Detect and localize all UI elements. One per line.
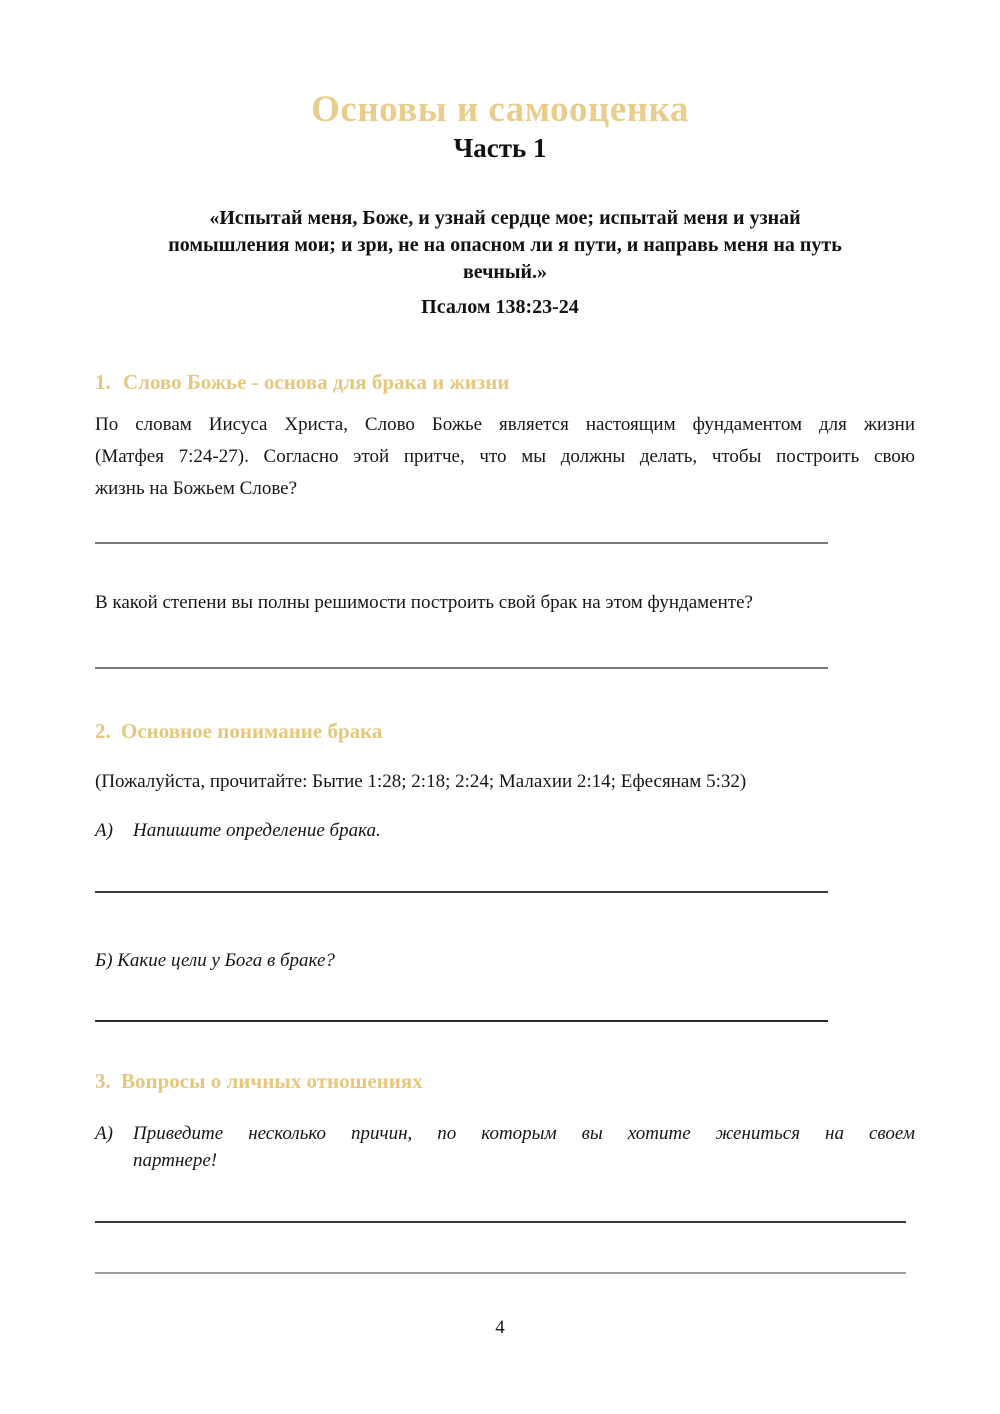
answer-line <box>95 667 828 669</box>
section-3-item-a <box>95 1120 915 1174</box>
answer-line <box>95 1221 906 1223</box>
paragraph-line: жизнь на Божьем Слове? <box>95 478 298 499</box>
section-1-heading <box>95 370 509 395</box>
item-text <box>133 1120 915 1174</box>
scripture-quote <box>95 205 915 286</box>
scripture-reference: Псалом 138:23-24 <box>421 296 579 318</box>
page-subtitle: Часть 1 <box>453 133 547 163</box>
item-label: А) <box>95 820 113 841</box>
section-2-item-a <box>95 818 381 844</box>
paragraph-line: По словам Иисуса Христа, Слово Божье является настоящим фундаментом для жизни <box>95 414 915 435</box>
page-number: 4 <box>495 1317 505 1338</box>
answer-line <box>95 542 828 544</box>
item-text-line: Приведите несколько причин, по которым вы хотите жениться на своем <box>133 1123 915 1144</box>
item-label: А) <box>95 1123 113 1144</box>
section-2-number: 2. <box>95 719 111 743</box>
section-2-item-b: Б) Какие цели у Бога в браке? <box>95 950 335 971</box>
item-text: Напишите определение брака. <box>133 820 381 841</box>
section-1-paragraph <box>95 409 915 505</box>
page-title: Основы и самооценка <box>311 89 689 130</box>
answer-line <box>95 1272 906 1274</box>
scripture-quote-line: «Испытай меня, Боже, и узнай сердце мое; испытай меня и узнай <box>209 207 801 229</box>
scripture-quote-line: помышления мои; и зри, не на опасном ли я пути, и направь меня на путь <box>168 234 842 256</box>
section-1-title: Слово Божье - основа для брака и жизни <box>123 370 510 394</box>
answer-line <box>95 891 828 893</box>
answer-line <box>95 1020 828 1022</box>
section-1-number: 1. <box>95 370 111 394</box>
section-3-heading <box>95 1069 423 1094</box>
scripture-quote-line: вечный.» <box>462 261 548 283</box>
paragraph-line: (Матфея 7:24-27). Согласно этой притче, что мы должны делать, чтобы построить свою <box>95 446 915 467</box>
section-3-title: Вопросы о личных отношениях <box>121 1069 423 1093</box>
section-2-heading <box>95 719 382 744</box>
item-text-line: партнере! <box>133 1150 218 1171</box>
section-1-question: В какой степени вы полны решимости построить свой брак на этом фундаменте? <box>95 592 753 613</box>
section-2-title: Основное понимание брака <box>121 719 383 743</box>
section-2-instruction: (Пожалуйста, прочитайте: Бытие 1:28; 2:18; 2:24; Малахии 2:14; Ефесянам 5:32) <box>95 771 747 792</box>
section-3-number: 3. <box>95 1069 111 1093</box>
